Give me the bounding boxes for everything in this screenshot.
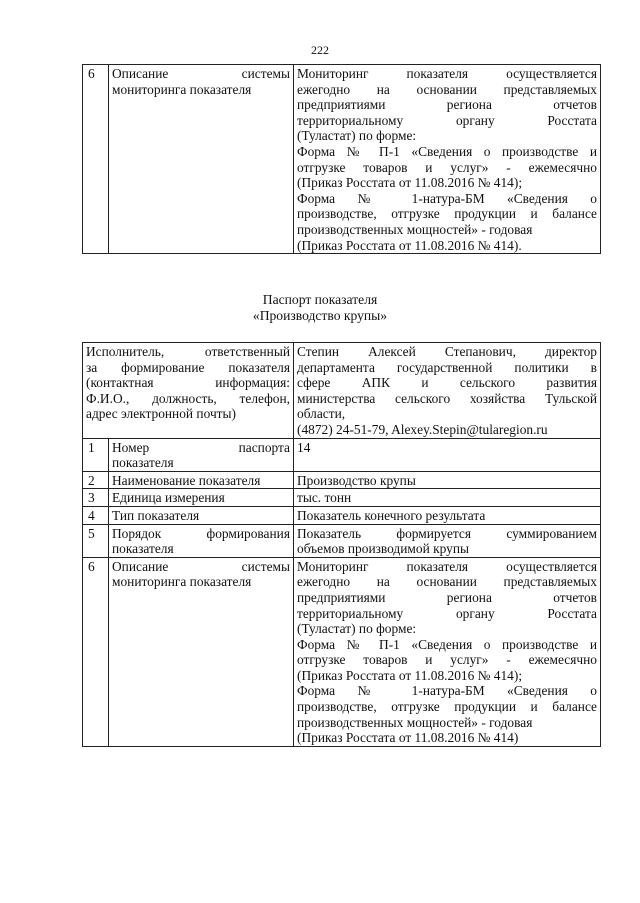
value-line: (4872) 24-51-79, Alexey.Stepin@tularegion.ru — [297, 421, 548, 437]
label-line: за формирование показателя — [86, 359, 290, 375]
passport-indicator-name: «Производство крупы» — [252, 308, 388, 323]
value-line: производстве, отгрузке продукции и балансе — [297, 206, 597, 222]
value-line: объемов производимой крупы — [297, 541, 469, 557]
row-label — [109, 524, 294, 557]
value-line: Форма № П-1 «Сведения о производстве и — [297, 143, 597, 159]
row-value — [294, 65, 601, 254]
row-value — [294, 557, 601, 746]
value-line: предприятиями региона отчетов — [297, 589, 597, 605]
value-line: ежегодно на основании представляемых — [297, 574, 597, 590]
label-line: (контактная информация: — [86, 375, 290, 391]
value-line: Степин Алексей Степанович, директор — [297, 344, 597, 359]
value-line: тыс. тонн — [297, 490, 352, 506]
table-row — [83, 506, 601, 524]
label-line: Наименование показателя — [112, 472, 261, 488]
row-number: 5 — [83, 524, 109, 557]
value-line: министерства сельского хозяйства Тульской — [297, 390, 597, 406]
value-line: территориальному органу Росстата — [297, 112, 597, 128]
row-value — [294, 438, 601, 471]
value-line: производственных мощностей» - годовая — [297, 714, 533, 730]
label-line: мониторинга показателя — [112, 81, 252, 97]
table-row — [83, 489, 601, 507]
row-label — [109, 471, 294, 489]
value-line: предприятиями региона отчетов — [297, 97, 597, 113]
value-line: территориальному органу Росстата — [297, 605, 597, 621]
label-line: мониторинга показателя — [112, 574, 252, 590]
executor-label — [83, 343, 294, 439]
row-label — [109, 506, 294, 524]
label-line: Тип показателя — [112, 507, 200, 523]
value-line: производственных мощностей» - годовая — [297, 221, 533, 237]
table-row — [83, 471, 601, 489]
table-row — [83, 65, 601, 254]
value-line: Показатель формируется суммированием — [297, 525, 597, 541]
value-line: (Приказ Росстата от 11.08.2016 № 414); — [297, 175, 523, 191]
value-line: (Туластат) по форме: — [297, 128, 417, 144]
row-label — [109, 65, 294, 254]
value-line: производстве, отгрузке продукции и балансе — [297, 699, 597, 715]
value-line: отгрузке товаров и услуг» - ежемесячно — [297, 652, 597, 668]
table-row — [83, 557, 601, 746]
passport-table — [82, 342, 601, 747]
table-row — [83, 343, 601, 439]
executor-value — [294, 343, 601, 439]
row-number: 3 — [83, 489, 109, 507]
label-line: Ф.И.О., должность, телефон, — [86, 390, 290, 406]
row-number: 1 — [83, 438, 109, 471]
passport-title-line: Паспорт показателя — [262, 292, 378, 307]
row-value — [294, 471, 601, 489]
value-line: департамента государственной политики в — [297, 359, 597, 375]
label-line: Номер паспорта — [112, 439, 290, 455]
label-line: адрес электронной почты) — [86, 406, 236, 422]
value-line: Мониторинг показателя осуществляется — [297, 558, 597, 574]
row-label — [109, 489, 294, 507]
label-line: Описание системы — [112, 66, 290, 81]
table-row — [83, 438, 601, 471]
row-number: 2 — [83, 471, 109, 489]
value-line: отгрузке товаров и услуг» - ежемесячно — [297, 159, 597, 175]
label-line: показателя — [112, 455, 174, 471]
value-line: Форма № 1-натура-БМ «Сведения о — [297, 190, 597, 206]
row-label — [109, 557, 294, 746]
value-line: области, — [297, 406, 346, 422]
value-line: (Туластат) по форме: — [297, 621, 417, 637]
row-number: 4 — [83, 506, 109, 524]
top-table — [82, 64, 601, 254]
value-line: Форма № П-1 «Сведения о производстве и — [297, 636, 597, 652]
row-number: 6 — [83, 557, 109, 746]
value-line: Производство крупы — [297, 472, 416, 488]
row-label — [109, 438, 294, 471]
value-line: (Приказ Росстата от 11.08.2016 № 414). — [297, 237, 522, 253]
row-value — [294, 506, 601, 524]
label-line: показателя — [112, 541, 174, 557]
row-value — [294, 524, 601, 557]
label-line: Порядок формирования — [112, 525, 290, 541]
page-number: 222 — [311, 43, 329, 57]
value-line: 14 — [297, 439, 311, 455]
row-value — [294, 489, 601, 507]
label-line: Описание системы — [112, 558, 290, 574]
table-row — [83, 524, 601, 557]
value-line: ежегодно на основании представляемых — [297, 81, 597, 97]
value-line: (Приказ Росстата от 11.08.2016 № 414); — [297, 667, 523, 683]
label-line: Единица измерения — [112, 490, 225, 506]
label-line: Исполнитель, ответственный — [86, 344, 290, 359]
row-number: 6 — [83, 65, 109, 254]
passport-title — [0, 292, 640, 324]
value-line: Показатель конечного результата — [297, 507, 486, 523]
value-line: (Приказ Росстата от 11.08.2016 № 414) — [297, 730, 519, 746]
value-line: сфере АПК и сельского развития — [297, 375, 597, 391]
value-line: Мониторинг показателя осуществляется — [297, 66, 597, 81]
value-line: Форма № 1-натура-БМ «Сведения о — [297, 683, 597, 699]
